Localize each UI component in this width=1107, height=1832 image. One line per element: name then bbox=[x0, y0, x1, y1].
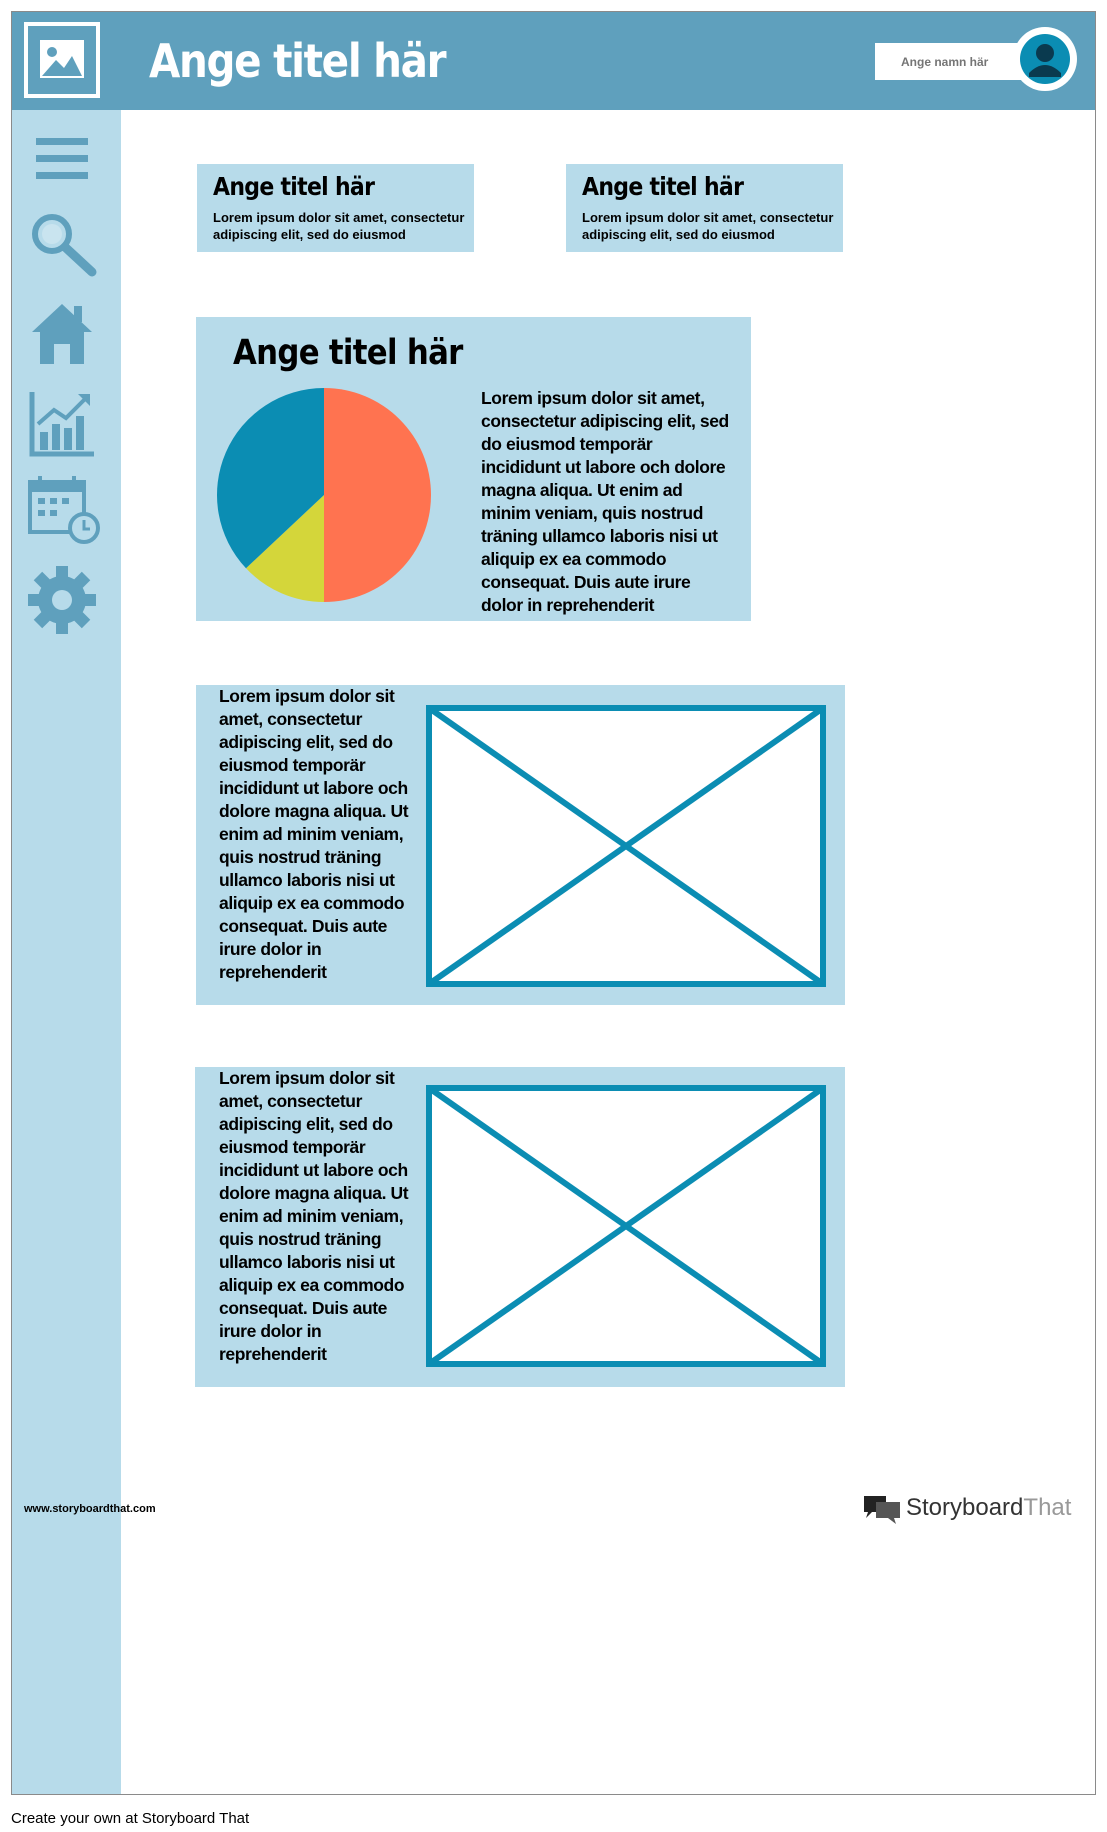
card-title: Ange titel här bbox=[582, 172, 744, 201]
speech-bubble-icon bbox=[862, 1492, 902, 1526]
media-card-text: Lorem ipsum dolor sit amet, consectetur adipiscing elit, sed do eiusmod temporär incididunt ut labore och dolore magna aliqua. Ut enim ad minim veniam, quis nostrud träning ullamco laboris nisi ut aliquip ex ea commodo consequat. Duis aute irure dolor in reprehenderit bbox=[219, 686, 409, 982]
search-icon[interactable] bbox=[28, 210, 104, 282]
pie-chart bbox=[216, 387, 432, 603]
home-icon[interactable] bbox=[28, 298, 104, 370]
card-text: Lorem ipsum dolor sit amet, consectetur adipiscing elit, sed do eiusmod bbox=[213, 210, 465, 242]
chart-card-text: Lorem ipsum dolor sit amet, consectetur adipiscing elit, sed do eiusmod temporär incididunt ut labore och dolore magna aliqua. Ut enim ad minim veniam, quis nostrud träning ullamco laboris nisi ut aliquip ex ea commodo consequat. Duis aute irure dolor in reprehenderit bbox=[481, 388, 729, 615]
pie-slice bbox=[324, 388, 431, 602]
menu-icon[interactable] bbox=[28, 124, 104, 196]
info-card-1 bbox=[197, 164, 474, 252]
footer-url[interactable]: www.storyboardthat.com bbox=[24, 1503, 156, 1515]
image-icon bbox=[28, 26, 96, 94]
name-input[interactable] bbox=[875, 43, 1025, 80]
card-text: Lorem ipsum dolor sit amet, consectetur adipiscing elit, sed do eiusmod bbox=[582, 210, 834, 242]
card-title: Ange titel här bbox=[213, 172, 375, 201]
sidebar bbox=[12, 110, 121, 1795]
footer-caption[interactable]: Create your own at Storyboard That bbox=[11, 1810, 250, 1827]
media-card-2 bbox=[195, 1067, 845, 1387]
brand-name: StoryboardThat bbox=[906, 1494, 1072, 1521]
gear-icon[interactable] bbox=[28, 564, 104, 636]
image-placeholder[interactable] bbox=[426, 1085, 826, 1367]
image-placeholder[interactable] bbox=[426, 705, 826, 987]
page-frame bbox=[11, 11, 1096, 1795]
page-title: Ange titel här bbox=[149, 34, 446, 88]
chart-icon[interactable] bbox=[28, 388, 104, 460]
media-card-1 bbox=[196, 685, 845, 1005]
avatar[interactable] bbox=[1013, 27, 1077, 91]
calendar-icon[interactable] bbox=[28, 474, 104, 546]
chart-card-title: Ange titel här bbox=[233, 333, 463, 373]
brand-logo[interactable] bbox=[862, 1492, 1082, 1526]
info-card-2 bbox=[566, 164, 843, 252]
media-card-text: Lorem ipsum dolor sit amet, consectetur adipiscing elit, sed do eiusmod temporär incididunt ut labore och dolore magna aliqua. Ut enim ad minim veniam, quis nostrud träning ullamco laboris nisi ut aliquip ex ea commodo consequat. Duis aute irure dolor in reprehenderit bbox=[219, 1068, 409, 1364]
image-logo[interactable] bbox=[24, 22, 100, 98]
chart-card bbox=[196, 317, 751, 621]
app-header bbox=[12, 12, 1095, 110]
user-icon bbox=[1013, 27, 1077, 91]
